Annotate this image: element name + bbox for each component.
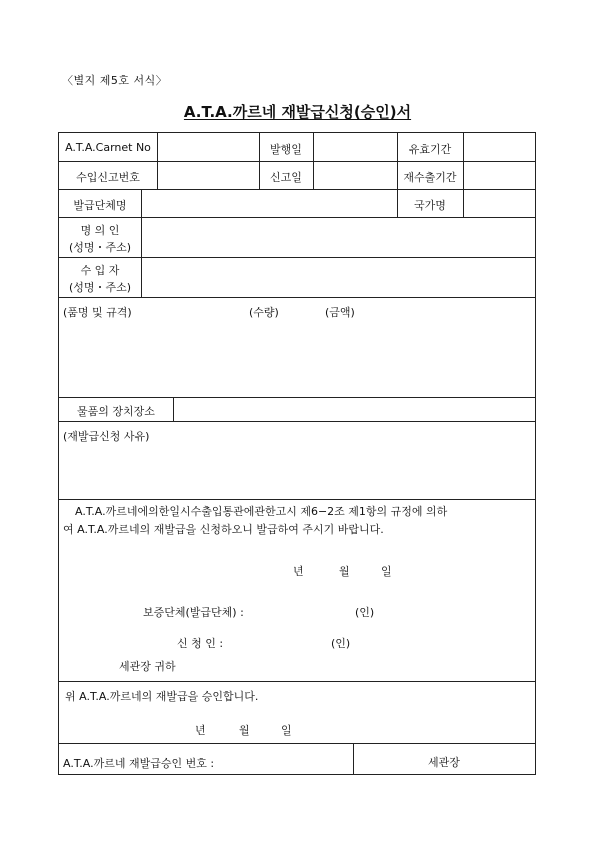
form-title-text: A.T.A.까르네 재발급신청(승인)서 [183,103,412,121]
storage-label: 물품의 장치장소 [77,405,155,418]
divider [173,397,174,421]
divider [141,189,142,297]
application-text-line2: 여 A.T.A.까르네의 재발급을 신청하오니 발급하여 주시기 바랍니다. [63,523,384,536]
divider [59,217,535,218]
application-day: 일 [381,565,392,578]
divider [463,133,464,217]
application-form [58,132,536,775]
divider [59,397,535,398]
guarantor-seal: (인) [355,606,375,619]
application-year: 년 [293,565,304,578]
decl-date-label: 신고일 [270,171,302,184]
approval-day: 일 [281,724,292,737]
form-number: 〈별지 제5호 서식〉 [62,74,168,87]
divider [59,499,535,500]
form-title [0,101,595,122]
divider [157,133,158,189]
approving-authority: 세관장 [428,756,460,769]
reason-label: (재발급신청 사유) [63,430,150,443]
divider [59,681,535,682]
divider [59,743,535,744]
approval-month: 월 [239,724,250,737]
goods-qty-label: (수량) [249,306,279,319]
issuer-label: 발급단체명 [73,199,127,212]
addressee: 세관장 귀하 [119,660,176,673]
application-text-line1: A.T.A.까르네에의한일시수출입통관에관한고시 제6−2조 제1항의 규정에 의하 [75,505,448,518]
goods-name-spec-label: (품명 및 규격) [63,306,132,319]
importer-label: 수 입 자 [80,264,120,277]
guarantor-label: 보증단체(발급단체) : [143,606,244,619]
import-decl-no-label: 수입신고번호 [76,171,140,184]
reexport-period-label: 재수출기간 [403,171,457,184]
approval-text: 위 A.T.A.까르네의 재발급을 승인합니다. [65,690,259,703]
carnet-no-label: A.T.A.Carnet No [65,141,151,154]
country-label: 국가명 [414,199,446,212]
validity-label: 유효기간 [408,143,452,156]
holder-sublabel: (성명・주소) [68,241,132,254]
divider [59,297,535,298]
divider [59,257,535,258]
divider [59,421,535,422]
applicant-seal: (인) [331,637,351,650]
applicant-label: 신 청 인 : [177,637,224,650]
goods-amount-label: (금액) [325,306,355,319]
application-month: 월 [339,565,350,578]
holder-label: 명 의 인 [80,224,120,237]
application-text [63,503,533,539]
approval-number-label: A.T.A.까르네 재발급승인 번호 : [63,757,215,770]
importer-sublabel: (성명・주소) [68,281,132,294]
divider [313,133,314,189]
issue-date-label: 발행일 [270,143,302,156]
approval-year: 년 [195,724,206,737]
